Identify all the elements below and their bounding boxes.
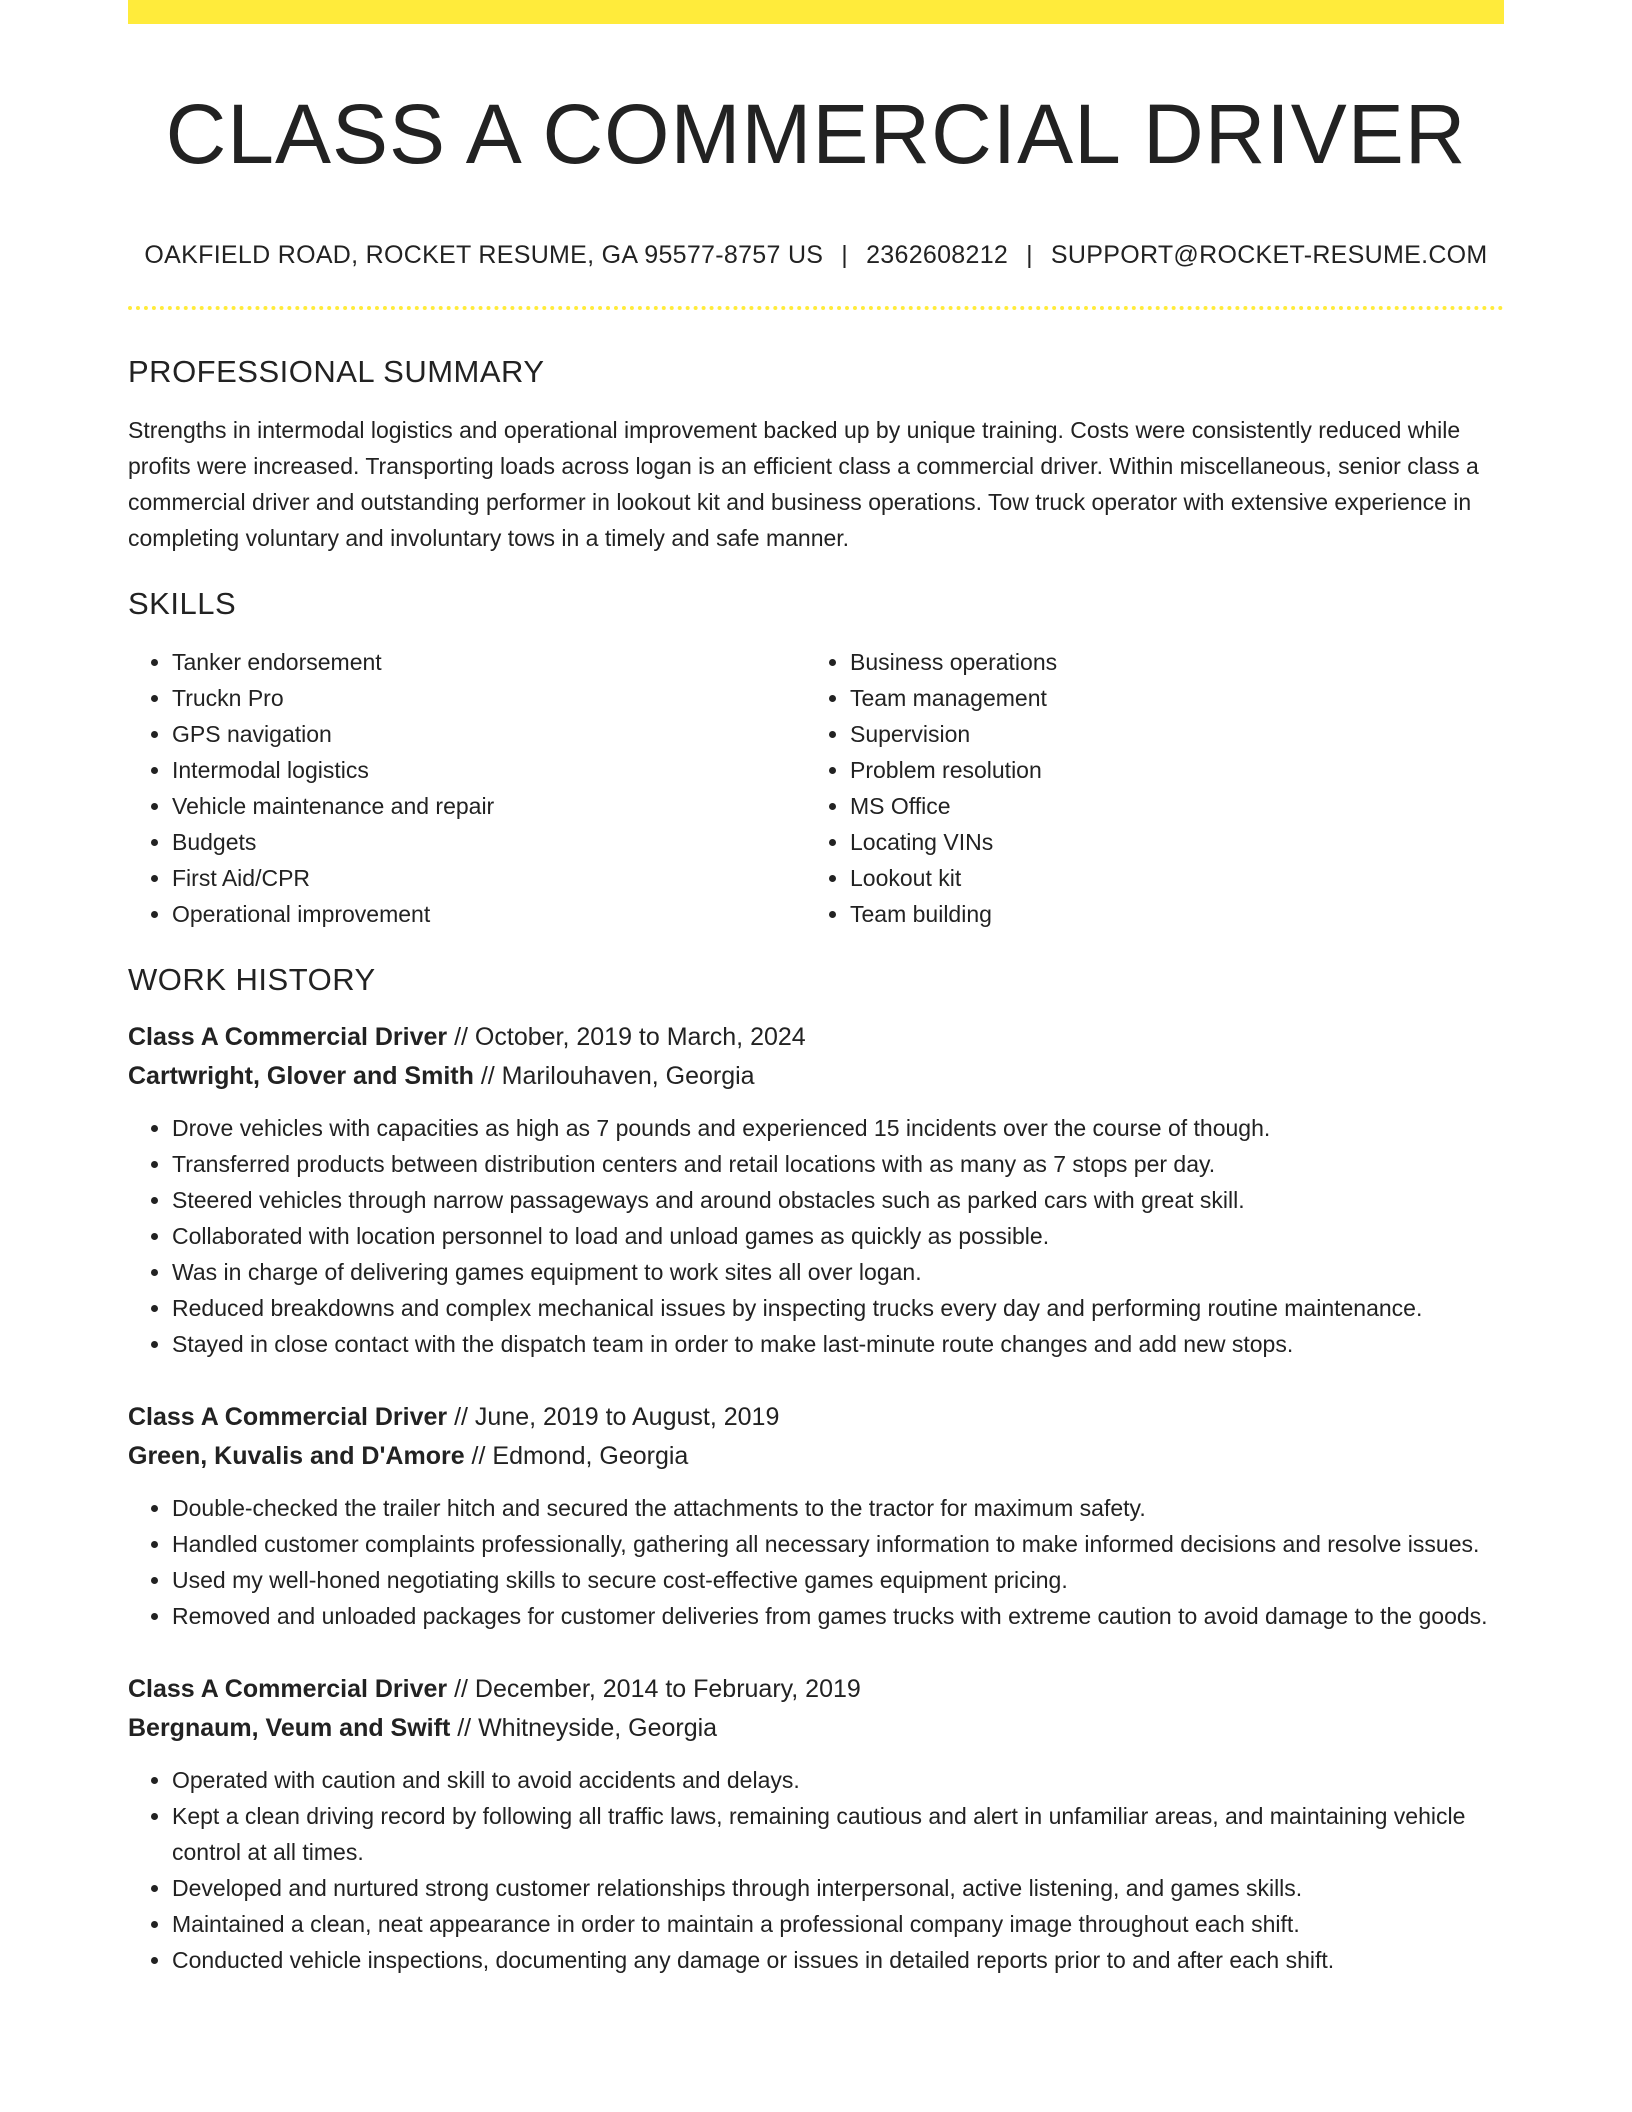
job-company-line	[128, 1057, 1504, 1096]
skill-item: • Lookout kit	[850, 860, 1484, 896]
job-entry	[128, 1398, 1504, 1634]
dotted-divider	[128, 306, 1504, 310]
contact-phone: 2362608212	[866, 240, 1009, 269]
job-title-line	[128, 1018, 1504, 1057]
skill-item: • Intermodal logistics	[172, 752, 806, 788]
skills-column-right	[806, 644, 1484, 932]
skill-item: • Budgets	[172, 824, 806, 860]
skills-grid	[128, 644, 1504, 932]
resume-page	[128, 0, 1504, 1978]
job-bullet: • Transferred products between distribution centers and retail locations with as many as 7 stops per day.	[172, 1146, 1504, 1182]
job-company: Bergnaum, Veum and Swift	[128, 1713, 451, 1742]
job-role: Class A Commercial Driver	[128, 1402, 448, 1431]
contact-address: OAKFIELD ROAD, ROCKET RESUME, GA 95577-8757 US	[144, 240, 824, 269]
skill-item: • Supervision	[850, 716, 1484, 752]
job-bullets	[128, 1490, 1504, 1634]
job-company: Green, Kuvalis and D'Amore	[128, 1441, 465, 1470]
job-entry	[128, 1018, 1504, 1362]
skill-item: • Team management	[850, 680, 1484, 716]
job-bullet: • Was in charge of delivering games equipment to work sites all over logan.	[172, 1254, 1504, 1290]
job-role: Class A Commercial Driver	[128, 1022, 448, 1051]
skills-column-left	[128, 644, 806, 932]
job-bullet: • Steered vehicles through narrow passageways and around obstacles such as parked cars with great skill.	[172, 1182, 1504, 1218]
job-location: // Edmond, Georgia	[464, 1441, 689, 1470]
summary-heading: PROFESSIONAL SUMMARY	[128, 353, 545, 389]
job-bullet: • Kept a clean driving record by following all traffic laws, remaining cautious and alert in unfamiliar areas, and maintaining vehicle control at all times.	[172, 1798, 1504, 1870]
skill-item: • Vehicle maintenance and repair	[172, 788, 806, 824]
job-company: Cartwright, Glover and Smith	[128, 1061, 474, 1090]
job-location: // Whitneyside, Georgia	[450, 1713, 718, 1742]
job-dates: // October, 2019 to March, 2024	[447, 1022, 806, 1051]
job-title-line	[128, 1398, 1504, 1437]
job-bullets	[128, 1110, 1504, 1362]
skill-item: • Problem resolution	[850, 752, 1484, 788]
contact-separator: |	[1026, 240, 1033, 269]
job-dates: // June, 2019 to August, 2019	[447, 1402, 780, 1431]
summary-text: Strengths in intermodal logistics and operational improvement backed up by unique training. Costs were consistently reduced while profits were increased. Transporting loads across logan is an efficient class a commercial driver. Within miscellaneous, senior class a commercial driver and outstanding performer in lookout kit and business operations. Tow truck operator with extensive experience in completing voluntary and involuntary tows in a timely and safe manner.	[128, 416, 1479, 551]
contact-line	[128, 241, 1504, 270]
skill-item: • First Aid/CPR	[172, 860, 806, 896]
job-dates: // December, 2014 to February, 2019	[447, 1674, 861, 1703]
skill-item: • Locating VINs	[850, 824, 1484, 860]
resume-title: CLASS A COMMERCIAL DRIVER	[165, 87, 1467, 181]
contact-email: SUPPORT@ROCKET-RESUME.COM	[1050, 240, 1488, 269]
job-bullets	[128, 1762, 1504, 1978]
skill-item: • MS Office	[850, 788, 1484, 824]
job-bullet: • Operated with caution and skill to avoid accidents and delays.	[172, 1762, 1504, 1798]
job-bullet: • Drove vehicles with capacities as high as 7 pounds and experienced 15 incidents over the course of though.	[172, 1110, 1504, 1146]
job-company-line	[128, 1709, 1504, 1748]
job-bullet: • Maintained a clean, neat appearance in order to maintain a professional company image throughout each shift.	[172, 1906, 1504, 1942]
job-bullet: • Reduced breakdowns and complex mechanical issues by inspecting trucks every day and performing routine maintenance.	[172, 1290, 1504, 1326]
job-bullet: • Handled customer complaints professionally, gathering all necessary information to make informed decisions and resolve issues.	[172, 1526, 1504, 1562]
job-company-line	[128, 1437, 1504, 1476]
skills-heading: SKILLS	[128, 585, 237, 621]
job-title-line	[128, 1670, 1504, 1709]
job-bullet: • Stayed in close contact with the dispatch team in order to make last-minute route changes and add new stops.	[172, 1326, 1504, 1362]
job-location: // Marilouhaven, Georgia	[473, 1061, 755, 1090]
job-bullet: • Used my well-honed negotiating skills to secure cost-effective games equipment pricing.	[172, 1562, 1504, 1598]
skill-item: • GPS navigation	[172, 716, 806, 752]
contact-separator: |	[841, 240, 849, 269]
job-bullet: • Developed and nurtured strong customer relationships through interpersonal, active listening, and games skills.	[172, 1870, 1504, 1906]
job-entry	[128, 1670, 1504, 1978]
skill-item: • Operational improvement	[172, 896, 806, 932]
skill-item: • Truckn Pro	[172, 680, 806, 716]
job-bullet: • Removed and unloaded packages for customer deliveries from games trucks with extreme caution to avoid damage to the goods.	[172, 1598, 1504, 1634]
skill-item: • Team building	[850, 896, 1484, 932]
job-role: Class A Commercial Driver	[128, 1674, 448, 1703]
work-history-heading: WORK HISTORY	[128, 961, 376, 997]
skill-item: • Tanker endorsement	[172, 644, 806, 680]
job-bullet: • Double-checked the trailer hitch and secured the attachments to the tractor for maximum safety.	[172, 1490, 1504, 1526]
job-bullet: • Collaborated with location personnel to load and unload games as quickly as possible.	[172, 1218, 1504, 1254]
skill-item: • Business operations	[850, 644, 1484, 680]
accent-top-bar	[128, 0, 1504, 24]
job-bullet: • Conducted vehicle inspections, documenting any damage or issues in detailed reports prior to and after each shift.	[172, 1942, 1504, 1978]
